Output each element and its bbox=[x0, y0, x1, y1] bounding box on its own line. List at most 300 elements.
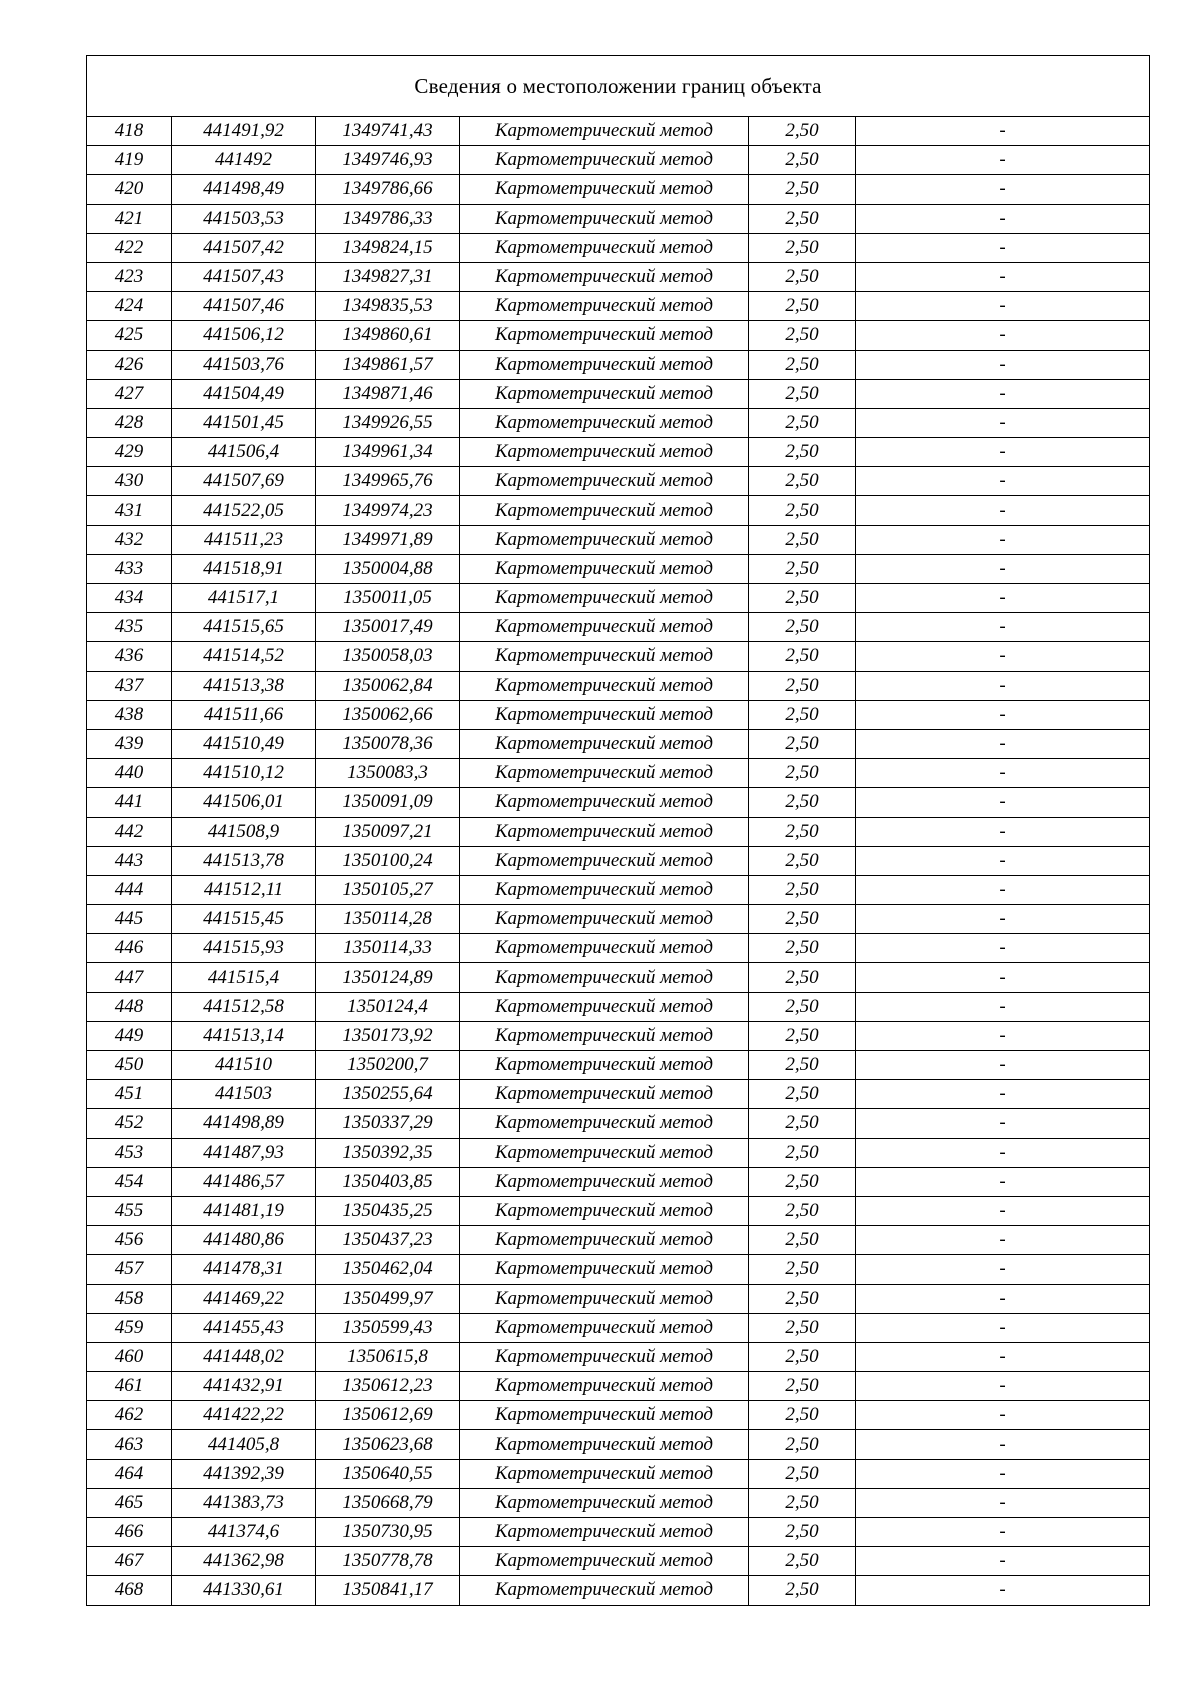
method-cell: Картометрический метод bbox=[460, 1167, 749, 1196]
table-row bbox=[87, 350, 1150, 379]
accuracy-cell: 2,50 bbox=[749, 1488, 856, 1517]
note-cell: - bbox=[856, 496, 1150, 525]
coordinate-x-cell: 441507,42 bbox=[172, 233, 316, 262]
note-cell: - bbox=[856, 1313, 1150, 1342]
point-number-cell: 457 bbox=[87, 1255, 172, 1284]
coordinate-y-cell: 1350668,79 bbox=[316, 1488, 460, 1517]
method-cell: Картометрический метод bbox=[460, 117, 749, 146]
coordinate-y-cell: 1350462,04 bbox=[316, 1255, 460, 1284]
table-row bbox=[87, 1196, 1150, 1225]
accuracy-cell: 2,50 bbox=[749, 525, 856, 554]
note-cell: - bbox=[856, 379, 1150, 408]
method-cell: Картометрический метод bbox=[460, 1576, 749, 1605]
table-row bbox=[87, 262, 1150, 291]
coordinate-y-cell: 1349786,33 bbox=[316, 204, 460, 233]
document-title: Сведения о местоположении границ объекта bbox=[87, 56, 1150, 117]
point-number-cell: 430 bbox=[87, 467, 172, 496]
method-cell: Картометрический метод bbox=[460, 846, 749, 875]
title-row bbox=[87, 56, 1150, 117]
point-number-cell: 431 bbox=[87, 496, 172, 525]
coordinate-y-cell: 1349974,23 bbox=[316, 496, 460, 525]
point-number-cell: 441 bbox=[87, 788, 172, 817]
coordinate-x-cell: 441510 bbox=[172, 1051, 316, 1080]
point-number-cell: 459 bbox=[87, 1313, 172, 1342]
coordinate-x-cell: 441486,57 bbox=[172, 1167, 316, 1196]
point-number-cell: 435 bbox=[87, 613, 172, 642]
note-cell: - bbox=[856, 1342, 1150, 1371]
table-row bbox=[87, 1576, 1150, 1605]
method-cell: Картометрический метод bbox=[460, 817, 749, 846]
method-cell: Картометрический метод bbox=[460, 1547, 749, 1576]
coordinate-x-cell: 441448,02 bbox=[172, 1342, 316, 1371]
note-cell: - bbox=[856, 992, 1150, 1021]
note-cell: - bbox=[856, 584, 1150, 613]
table-row bbox=[87, 438, 1150, 467]
coordinate-y-cell: 1349971,89 bbox=[316, 525, 460, 554]
accuracy-cell: 2,50 bbox=[749, 1518, 856, 1547]
coordinate-y-cell: 1350599,43 bbox=[316, 1313, 460, 1342]
table-row bbox=[87, 729, 1150, 758]
coordinate-y-cell: 1350841,17 bbox=[316, 1576, 460, 1605]
coordinate-y-cell: 1350612,23 bbox=[316, 1372, 460, 1401]
point-number-cell: 432 bbox=[87, 525, 172, 554]
method-cell: Картометрический метод bbox=[460, 992, 749, 1021]
coordinate-y-cell: 1349786,66 bbox=[316, 175, 460, 204]
note-cell: - bbox=[856, 292, 1150, 321]
accuracy-cell: 2,50 bbox=[749, 1167, 856, 1196]
accuracy-cell: 2,50 bbox=[749, 729, 856, 758]
table-row bbox=[87, 905, 1150, 934]
method-cell: Картометрический метод bbox=[460, 613, 749, 642]
coordinate-x-cell: 441405,8 bbox=[172, 1430, 316, 1459]
coordinate-y-cell: 1350403,85 bbox=[316, 1167, 460, 1196]
coordinate-y-cell: 1350100,24 bbox=[316, 846, 460, 875]
accuracy-cell: 2,50 bbox=[749, 117, 856, 146]
method-cell: Картометрический метод bbox=[460, 905, 749, 934]
table-row bbox=[87, 204, 1150, 233]
coordinate-x-cell: 441503 bbox=[172, 1080, 316, 1109]
accuracy-cell: 2,50 bbox=[749, 759, 856, 788]
point-number-cell: 445 bbox=[87, 905, 172, 934]
coordinate-x-cell: 441512,11 bbox=[172, 875, 316, 904]
point-number-cell: 419 bbox=[87, 146, 172, 175]
point-number-cell: 429 bbox=[87, 438, 172, 467]
coordinate-x-cell: 441492 bbox=[172, 146, 316, 175]
accuracy-cell: 2,50 bbox=[749, 671, 856, 700]
method-cell: Картометрический метод bbox=[460, 1518, 749, 1547]
note-cell: - bbox=[856, 1196, 1150, 1225]
coordinate-y-cell: 1350062,66 bbox=[316, 700, 460, 729]
coordinate-x-cell: 441374,6 bbox=[172, 1518, 316, 1547]
accuracy-cell: 2,50 bbox=[749, 1284, 856, 1313]
coordinate-y-cell: 1350091,09 bbox=[316, 788, 460, 817]
point-number-cell: 466 bbox=[87, 1518, 172, 1547]
point-number-cell: 447 bbox=[87, 963, 172, 992]
method-cell: Картометрический метод bbox=[460, 584, 749, 613]
coordinate-y-cell: 1350062,84 bbox=[316, 671, 460, 700]
coordinate-x-cell: 441506,12 bbox=[172, 321, 316, 350]
note-cell: - bbox=[856, 1459, 1150, 1488]
method-cell: Картометрический метод bbox=[460, 321, 749, 350]
table-row bbox=[87, 1430, 1150, 1459]
note-cell: - bbox=[856, 1488, 1150, 1517]
table-body bbox=[87, 56, 1150, 1606]
method-cell: Картометрический метод bbox=[460, 963, 749, 992]
table-row bbox=[87, 175, 1150, 204]
accuracy-cell: 2,50 bbox=[749, 554, 856, 583]
table-row bbox=[87, 321, 1150, 350]
coordinate-x-cell: 441469,22 bbox=[172, 1284, 316, 1313]
coordinate-x-cell: 441518,91 bbox=[172, 554, 316, 583]
table-row bbox=[87, 1284, 1150, 1313]
table-row bbox=[87, 788, 1150, 817]
accuracy-cell: 2,50 bbox=[749, 963, 856, 992]
point-number-cell: 448 bbox=[87, 992, 172, 1021]
point-number-cell: 442 bbox=[87, 817, 172, 846]
point-number-cell: 456 bbox=[87, 1226, 172, 1255]
accuracy-cell: 2,50 bbox=[749, 846, 856, 875]
table-row bbox=[87, 379, 1150, 408]
coordinate-x-cell: 441480,86 bbox=[172, 1226, 316, 1255]
note-cell: - bbox=[856, 1255, 1150, 1284]
note-cell: - bbox=[856, 817, 1150, 846]
coordinate-y-cell: 1350004,88 bbox=[316, 554, 460, 583]
accuracy-cell: 2,50 bbox=[749, 817, 856, 846]
point-number-cell: 454 bbox=[87, 1167, 172, 1196]
coordinate-y-cell: 1350017,49 bbox=[316, 613, 460, 642]
accuracy-cell: 2,50 bbox=[749, 1226, 856, 1255]
coordinate-y-cell: 1350730,95 bbox=[316, 1518, 460, 1547]
method-cell: Картометрический метод bbox=[460, 146, 749, 175]
coordinate-y-cell: 1350640,55 bbox=[316, 1459, 460, 1488]
table-row bbox=[87, 408, 1150, 437]
coordinate-x-cell: 441510,12 bbox=[172, 759, 316, 788]
coordinate-x-cell: 441517,1 bbox=[172, 584, 316, 613]
point-number-cell: 453 bbox=[87, 1138, 172, 1167]
table-row bbox=[87, 525, 1150, 554]
coordinate-y-cell: 1350200,7 bbox=[316, 1051, 460, 1080]
point-number-cell: 426 bbox=[87, 350, 172, 379]
coordinate-x-cell: 441487,93 bbox=[172, 1138, 316, 1167]
coordinate-x-cell: 441511,23 bbox=[172, 525, 316, 554]
coordinate-y-cell: 1350097,21 bbox=[316, 817, 460, 846]
point-number-cell: 439 bbox=[87, 729, 172, 758]
point-number-cell: 462 bbox=[87, 1401, 172, 1430]
coordinate-y-cell: 1349871,46 bbox=[316, 379, 460, 408]
method-cell: Картометрический метод bbox=[460, 525, 749, 554]
table-row bbox=[87, 496, 1150, 525]
coordinate-x-cell: 441513,38 bbox=[172, 671, 316, 700]
method-cell: Картометрический метод bbox=[460, 1051, 749, 1080]
coordinate-y-cell: 1350083,3 bbox=[316, 759, 460, 788]
coordinate-y-cell: 1349965,76 bbox=[316, 467, 460, 496]
table-row bbox=[87, 1051, 1150, 1080]
table-row bbox=[87, 117, 1150, 146]
coordinate-x-cell: 441515,65 bbox=[172, 613, 316, 642]
coordinate-x-cell: 441508,9 bbox=[172, 817, 316, 846]
note-cell: - bbox=[856, 554, 1150, 583]
coordinate-y-cell: 1350778,78 bbox=[316, 1547, 460, 1576]
coordinate-y-cell: 1349824,15 bbox=[316, 233, 460, 262]
method-cell: Картометрический метод bbox=[460, 642, 749, 671]
coordinate-y-cell: 1349827,31 bbox=[316, 262, 460, 291]
method-cell: Картометрический метод bbox=[460, 759, 749, 788]
note-cell: - bbox=[856, 233, 1150, 262]
table-row bbox=[87, 1167, 1150, 1196]
accuracy-cell: 2,50 bbox=[749, 934, 856, 963]
note-cell: - bbox=[856, 1226, 1150, 1255]
note-cell: - bbox=[856, 788, 1150, 817]
table-row bbox=[87, 1372, 1150, 1401]
coordinate-x-cell: 441515,93 bbox=[172, 934, 316, 963]
accuracy-cell: 2,50 bbox=[749, 292, 856, 321]
method-cell: Картометрический метод bbox=[460, 467, 749, 496]
coordinate-y-cell: 1350615,8 bbox=[316, 1342, 460, 1371]
table-row bbox=[87, 554, 1150, 583]
point-number-cell: 434 bbox=[87, 584, 172, 613]
coordinate-y-cell: 1350437,23 bbox=[316, 1226, 460, 1255]
coordinate-y-cell: 1350499,97 bbox=[316, 1284, 460, 1313]
method-cell: Картометрический метод bbox=[460, 1021, 749, 1050]
point-number-cell: 467 bbox=[87, 1547, 172, 1576]
table-row bbox=[87, 817, 1150, 846]
coordinate-x-cell: 441432,91 bbox=[172, 1372, 316, 1401]
table-row bbox=[87, 992, 1150, 1021]
method-cell: Картометрический метод bbox=[460, 496, 749, 525]
accuracy-cell: 2,50 bbox=[749, 613, 856, 642]
coordinate-x-cell: 441507,46 bbox=[172, 292, 316, 321]
point-number-cell: 437 bbox=[87, 671, 172, 700]
coordinate-y-cell: 1350114,33 bbox=[316, 934, 460, 963]
accuracy-cell: 2,50 bbox=[749, 146, 856, 175]
point-number-cell: 446 bbox=[87, 934, 172, 963]
note-cell: - bbox=[856, 875, 1150, 904]
coordinate-y-cell: 1349861,57 bbox=[316, 350, 460, 379]
coordinate-x-cell: 441507,43 bbox=[172, 262, 316, 291]
method-cell: Картометрический метод bbox=[460, 233, 749, 262]
accuracy-cell: 2,50 bbox=[749, 1459, 856, 1488]
coordinate-x-cell: 441522,05 bbox=[172, 496, 316, 525]
table-row bbox=[87, 1459, 1150, 1488]
coordinate-x-cell: 441498,89 bbox=[172, 1109, 316, 1138]
method-cell: Картометрический метод bbox=[460, 1488, 749, 1517]
coordinate-y-cell: 1350173,92 bbox=[316, 1021, 460, 1050]
note-cell: - bbox=[856, 613, 1150, 642]
method-cell: Картометрический метод bbox=[460, 788, 749, 817]
note-cell: - bbox=[856, 1167, 1150, 1196]
note-cell: - bbox=[856, 759, 1150, 788]
note-cell: - bbox=[856, 321, 1150, 350]
method-cell: Картометрический метод bbox=[460, 1080, 749, 1109]
coordinate-y-cell: 1349835,53 bbox=[316, 292, 460, 321]
point-number-cell: 436 bbox=[87, 642, 172, 671]
accuracy-cell: 2,50 bbox=[749, 1547, 856, 1576]
coordinate-y-cell: 1349926,55 bbox=[316, 408, 460, 437]
accuracy-cell: 2,50 bbox=[749, 1313, 856, 1342]
accuracy-cell: 2,50 bbox=[749, 1255, 856, 1284]
coordinate-x-cell: 441511,66 bbox=[172, 700, 316, 729]
accuracy-cell: 2,50 bbox=[749, 1021, 856, 1050]
point-number-cell: 460 bbox=[87, 1342, 172, 1371]
table-row bbox=[87, 1342, 1150, 1371]
table-row bbox=[87, 875, 1150, 904]
accuracy-cell: 2,50 bbox=[749, 438, 856, 467]
point-number-cell: 455 bbox=[87, 1196, 172, 1225]
table-row bbox=[87, 467, 1150, 496]
coordinate-x-cell: 441455,43 bbox=[172, 1313, 316, 1342]
table-row bbox=[87, 1226, 1150, 1255]
method-cell: Картометрический метод bbox=[460, 262, 749, 291]
table-row bbox=[87, 671, 1150, 700]
coordinate-x-cell: 441506,4 bbox=[172, 438, 316, 467]
method-cell: Картометрический метод bbox=[460, 729, 749, 758]
table-row bbox=[87, 1488, 1150, 1517]
point-number-cell: 424 bbox=[87, 292, 172, 321]
note-cell: - bbox=[856, 438, 1150, 467]
note-cell: - bbox=[856, 1401, 1150, 1430]
coordinate-x-cell: 441392,39 bbox=[172, 1459, 316, 1488]
point-number-cell: 428 bbox=[87, 408, 172, 437]
point-number-cell: 443 bbox=[87, 846, 172, 875]
method-cell: Картометрический метод bbox=[460, 1313, 749, 1342]
accuracy-cell: 2,50 bbox=[749, 1109, 856, 1138]
coordinate-y-cell: 1349741,43 bbox=[316, 117, 460, 146]
accuracy-cell: 2,50 bbox=[749, 204, 856, 233]
accuracy-cell: 2,50 bbox=[749, 467, 856, 496]
note-cell: - bbox=[856, 729, 1150, 758]
coordinate-y-cell: 1350255,64 bbox=[316, 1080, 460, 1109]
method-cell: Картометрический метод bbox=[460, 1284, 749, 1313]
method-cell: Картометрический метод bbox=[460, 1138, 749, 1167]
table-row bbox=[87, 700, 1150, 729]
note-cell: - bbox=[856, 700, 1150, 729]
coordinate-y-cell: 1350435,25 bbox=[316, 1196, 460, 1225]
coordinate-x-cell: 441513,14 bbox=[172, 1021, 316, 1050]
table-row bbox=[87, 759, 1150, 788]
note-cell: - bbox=[856, 175, 1150, 204]
point-number-cell: 440 bbox=[87, 759, 172, 788]
method-cell: Картометрический метод bbox=[460, 1342, 749, 1371]
coordinate-x-cell: 441501,45 bbox=[172, 408, 316, 437]
accuracy-cell: 2,50 bbox=[749, 1196, 856, 1225]
note-cell: - bbox=[856, 1109, 1150, 1138]
point-number-cell: 427 bbox=[87, 379, 172, 408]
note-cell: - bbox=[856, 525, 1150, 554]
point-number-cell: 425 bbox=[87, 321, 172, 350]
method-cell: Картометрический метод bbox=[460, 204, 749, 233]
table-row bbox=[87, 1547, 1150, 1576]
accuracy-cell: 2,50 bbox=[749, 408, 856, 437]
table-row bbox=[87, 1021, 1150, 1050]
note-cell: - bbox=[856, 350, 1150, 379]
table-row bbox=[87, 642, 1150, 671]
note-cell: - bbox=[856, 846, 1150, 875]
point-number-cell: 465 bbox=[87, 1488, 172, 1517]
table-row bbox=[87, 1080, 1150, 1109]
coordinate-x-cell: 441512,58 bbox=[172, 992, 316, 1021]
method-cell: Картометрический метод bbox=[460, 700, 749, 729]
point-number-cell: 449 bbox=[87, 1021, 172, 1050]
table-row bbox=[87, 1138, 1150, 1167]
coordinate-x-cell: 441330,61 bbox=[172, 1576, 316, 1605]
coordinate-y-cell: 1350124,4 bbox=[316, 992, 460, 1021]
accuracy-cell: 2,50 bbox=[749, 905, 856, 934]
method-cell: Картометрический метод bbox=[460, 1226, 749, 1255]
coordinate-x-cell: 441503,53 bbox=[172, 204, 316, 233]
coordinate-x-cell: 441481,19 bbox=[172, 1196, 316, 1225]
note-cell: - bbox=[856, 1080, 1150, 1109]
point-number-cell: 438 bbox=[87, 700, 172, 729]
accuracy-cell: 2,50 bbox=[749, 1430, 856, 1459]
point-number-cell: 444 bbox=[87, 875, 172, 904]
accuracy-cell: 2,50 bbox=[749, 700, 856, 729]
coordinate-y-cell: 1350612,69 bbox=[316, 1401, 460, 1430]
method-cell: Картометрический метод bbox=[460, 379, 749, 408]
table-row bbox=[87, 846, 1150, 875]
method-cell: Картометрический метод bbox=[460, 1255, 749, 1284]
accuracy-cell: 2,50 bbox=[749, 992, 856, 1021]
accuracy-cell: 2,50 bbox=[749, 1372, 856, 1401]
coordinate-y-cell: 1349961,34 bbox=[316, 438, 460, 467]
coordinate-y-cell: 1350337,29 bbox=[316, 1109, 460, 1138]
point-number-cell: 463 bbox=[87, 1430, 172, 1459]
method-cell: Картометрический метод bbox=[460, 175, 749, 204]
accuracy-cell: 2,50 bbox=[749, 233, 856, 262]
table-row bbox=[87, 1401, 1150, 1430]
note-cell: - bbox=[856, 408, 1150, 437]
note-cell: - bbox=[856, 642, 1150, 671]
note-cell: - bbox=[856, 1547, 1150, 1576]
point-number-cell: 433 bbox=[87, 554, 172, 583]
method-cell: Картометрический метод bbox=[460, 875, 749, 904]
point-number-cell: 452 bbox=[87, 1109, 172, 1138]
note-cell: - bbox=[856, 934, 1150, 963]
table-row bbox=[87, 146, 1150, 175]
note-cell: - bbox=[856, 1576, 1150, 1605]
accuracy-cell: 2,50 bbox=[749, 1576, 856, 1605]
point-number-cell: 458 bbox=[87, 1284, 172, 1313]
point-number-cell: 468 bbox=[87, 1576, 172, 1605]
table-row bbox=[87, 963, 1150, 992]
method-cell: Картометрический метод bbox=[460, 934, 749, 963]
point-number-cell: 420 bbox=[87, 175, 172, 204]
method-cell: Картометрический метод bbox=[460, 1372, 749, 1401]
accuracy-cell: 2,50 bbox=[749, 642, 856, 671]
accuracy-cell: 2,50 bbox=[749, 379, 856, 408]
coordinate-x-cell: 441506,01 bbox=[172, 788, 316, 817]
note-cell: - bbox=[856, 467, 1150, 496]
point-number-cell: 451 bbox=[87, 1080, 172, 1109]
coordinate-x-cell: 441422,22 bbox=[172, 1401, 316, 1430]
method-cell: Картометрический метод bbox=[460, 671, 749, 700]
accuracy-cell: 2,50 bbox=[749, 175, 856, 204]
coordinate-y-cell: 1350011,05 bbox=[316, 584, 460, 613]
accuracy-cell: 2,50 bbox=[749, 350, 856, 379]
table-row bbox=[87, 613, 1150, 642]
coordinate-y-cell: 1350105,27 bbox=[316, 875, 460, 904]
point-number-cell: 418 bbox=[87, 117, 172, 146]
method-cell: Картометрический метод bbox=[460, 1430, 749, 1459]
boundary-coordinates-table bbox=[86, 55, 1150, 1606]
table-row bbox=[87, 1313, 1150, 1342]
coordinate-x-cell: 441478,31 bbox=[172, 1255, 316, 1284]
method-cell: Картометрический метод bbox=[460, 408, 749, 437]
method-cell: Картометрический метод bbox=[460, 554, 749, 583]
coordinate-x-cell: 441515,4 bbox=[172, 963, 316, 992]
coordinate-y-cell: 1350078,36 bbox=[316, 729, 460, 758]
coordinate-y-cell: 1350058,03 bbox=[316, 642, 460, 671]
method-cell: Картометрический метод bbox=[460, 1459, 749, 1488]
